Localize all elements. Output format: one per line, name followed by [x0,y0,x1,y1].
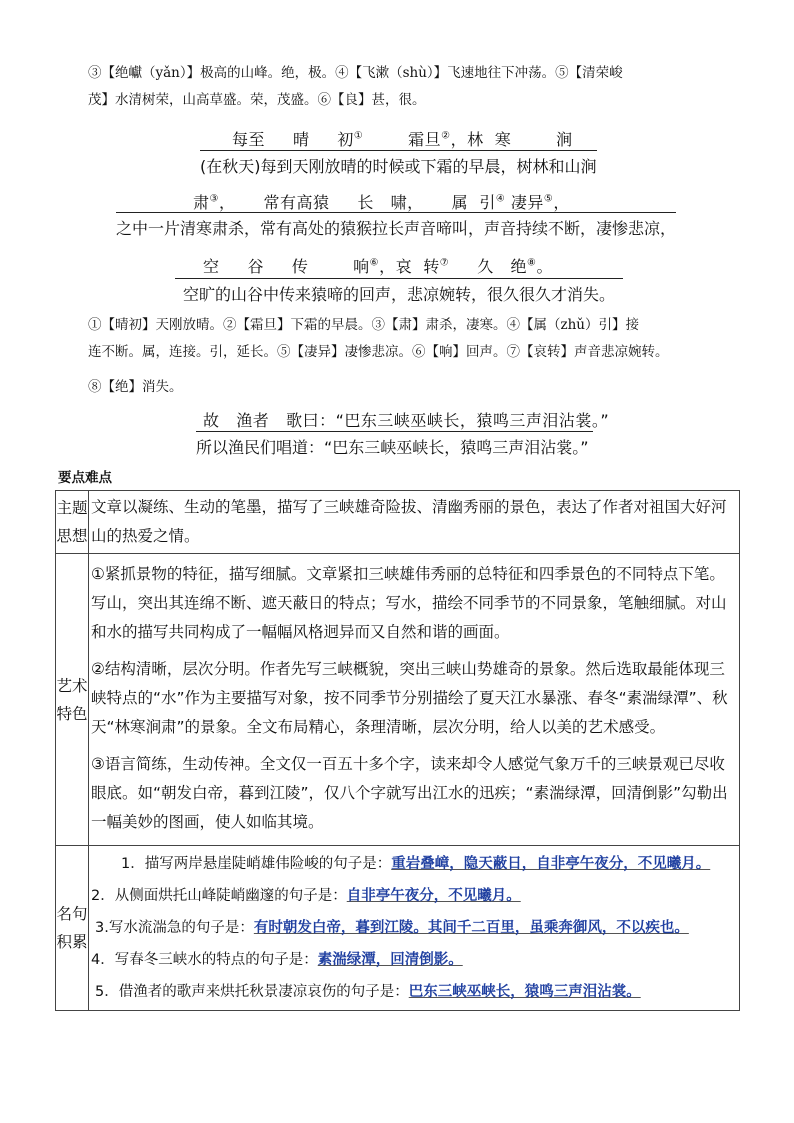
note-line: 连不断。属，连接。引，延长。⑤【凄异】凄惨悲凉。⑥【响】回声。⑦【哀转】声音悲凉婉转。 [88,344,669,360]
passage-original-2: 肃③， 常有高猿 长 啸， 属 引④ 凄异⑤， [193,193,570,212]
quote-answer: 有时朝发白帝，暮到江陵。其间千二百里，虽乘奔御风，不以疾也。 [253,920,689,936]
art-content [89,554,740,846]
table-row-quotes [56,846,740,1011]
notes-middle [88,312,748,401]
row-label-quotes: 名句 积累 [56,846,89,1011]
table-row-theme [56,491,740,554]
row-label-theme: 主题 思想 [56,491,89,554]
art-paragraph: ②结构清晰，层次分明。作者先写三峡概貌，突出三峡山势雄奇的景象。然后选取最能体现三峡特点的“水”作为主要描写对象，按不同季节分别描绘了夏天江水暴涨、春冬“素湍绿潭”、秋天“林寒涧肃”的景象。全文布局精心，条理清晰，层次分明，给人以美的艺术感受。 [91,660,728,736]
note-line: ⑧【绝】消失。 [88,379,183,395]
notes-top [88,60,748,114]
quote-answer: 重岩叠嶂，隐天蔽日，自非亭午夜分，不见曦月。 [391,856,711,872]
passage-original-4: 故 渔者 歌曰：“巴东三峡巫峡长，猿鸣三声泪沾裳。” [203,411,610,430]
passage-original-3: 空 谷 传 响⑥，哀 转⑦ 久 绝⑧。 [203,257,553,276]
note-line: ③【绝巘（yǎn）】极高的山峰。绝，极。④【飞漱（shù）】飞速地往下冲荡。⑤【清荣峻 [88,65,623,81]
art-paragraph: ①紧抓景物的特征，描写细腻。文章紧扣三峡雄伟秀丽的总特征和四季景色的不同特点下笔。写山，突出其连绵不断、遮天蔽日的特点；写水，描绘不同季节的不同景象，笔触细腻。对山和水的描写共同构成了一幅幅风格迥异而又自然和谐的画面。 [91,565,727,641]
quote-answer: 自非亭午夜分，不见曦月。 [346,888,521,904]
quote-answer: 巴东三峡巫峡长，猿鸣三声泪沾裳。 [408,984,641,1000]
note-line: ①【晴初】天刚放晴。②【霜旦】下霜的早晨。③【肃】肃杀，凄寒。④【属（zhǔ）引】接 [88,317,640,333]
quote-item: 4．写春冬三峡水的特点的句子是：素湍绿潭，回清倒影。 [91,952,463,968]
quote-item: 2．从侧面烘托山峰陡峭幽邃的句子是：自非亭午夜分，不见曦月。 [91,888,521,904]
key-points-table [55,490,740,1011]
passage-translation-3: 空旷的山谷中传来猿啼的回声，悲凉婉转，很久很久才消失。 [175,278,623,305]
passage-translation-4: 所以渔民们唱道：“巴东三峡巫峡长，猿鸣三声泪沾裳。” [196,431,593,458]
quotes-content [89,846,740,1011]
quote-answer: 素湍绿潭，回清倒影。 [317,952,463,968]
passage-translation-2: 之中一片清寒肃杀，常有高处的猿猴拉长声音啼叫，声音持续不断，凄惨悲凉， [116,212,676,239]
passage-translation-1: (在秋天)每到天刚放晴的时候或下霜的早晨，树林和山涧 [200,150,597,177]
section-heading: 要点难点 [58,470,112,486]
art-paragraph: ③语言简练，生动传神。全文仅一百五十多个字，读来却令人感觉气象万千的三峡景观已尽收眼底。如“朝发白帝，暮到江陵”，仅八个字就写出江水的迅疾；“素湍绿潭，回清倒影”勾勒出一幅美妙的图画，使人如临其境。 [91,755,728,831]
row-label-art: 艺术 特色 [56,554,89,846]
passage-original-1: 每至 晴 初① 霜旦②，林 寒 涧 [232,130,573,149]
quote-item: 3.写水流湍急的句子是：有时朝发白帝，暮到江陵。其间千二百里，虽乘奔御风，不以疾也。 [95,920,689,936]
note-line: 茂】水清树荣，山高草盛。荣，茂盛。⑥【良】甚，很。 [88,92,426,108]
quote-item: 5．借渔者的歌声来烘托秋景凄凉哀伤的句子是：巴东三峡巫峡长，猿鸣三声泪沾裳。 [95,984,641,1000]
table-row-art [56,554,740,846]
quote-item: 1．描写两岸悬崖陡峭雄伟险峻的句子是：重岩叠嶂，隐天蔽日，自非亭午夜分，不见曦月。 [121,856,711,872]
theme-content: 文章以凝练、生动的笔墨，描写了三峡雄奇险拔、清幽秀丽的景色，表达了作者对祖国大好河山的热爱之情。 [89,491,740,554]
